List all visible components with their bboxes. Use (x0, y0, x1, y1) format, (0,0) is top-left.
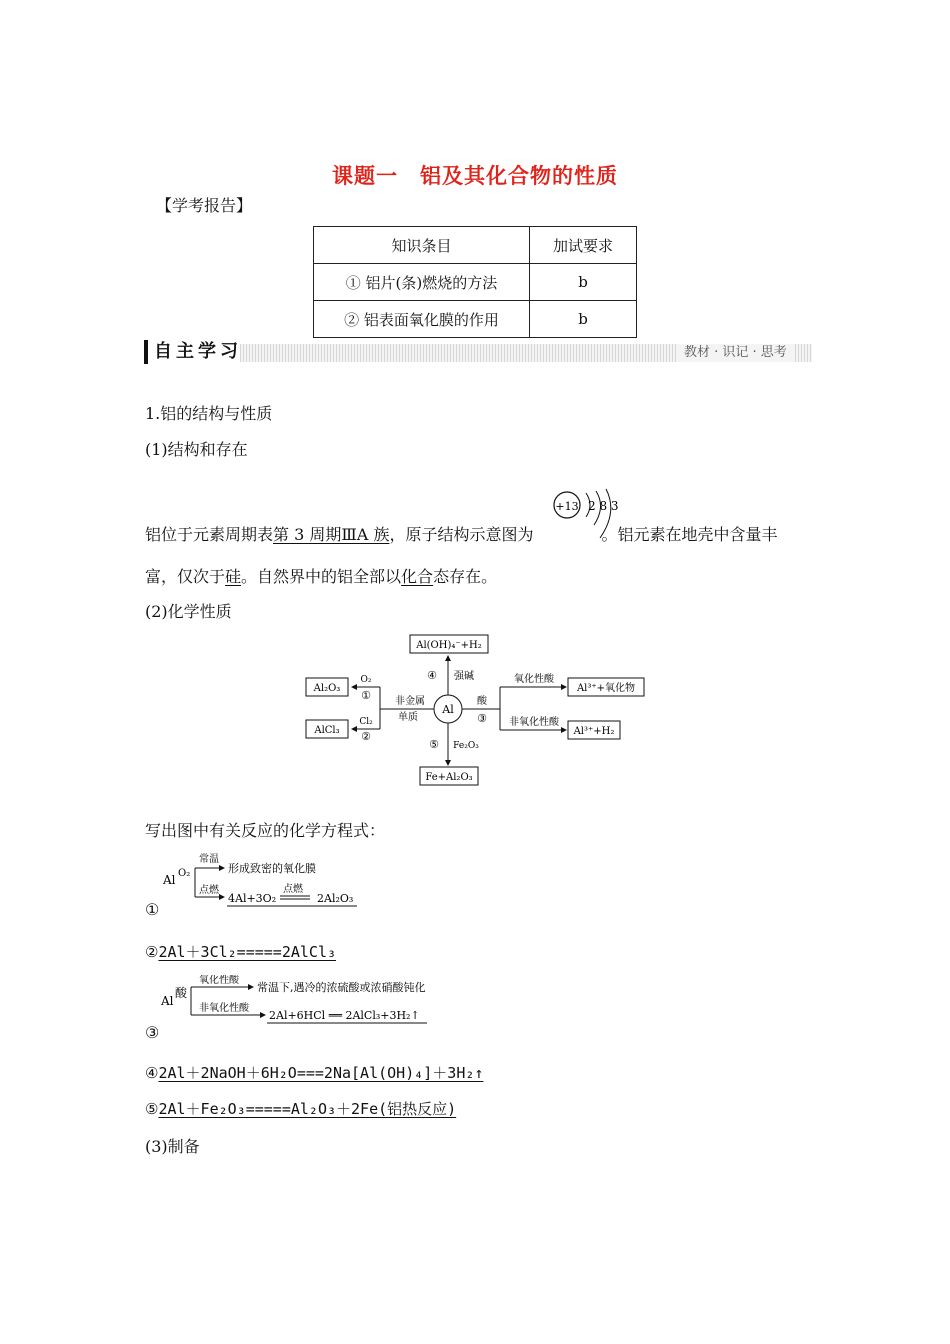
heading-structure: (1)结构和存在 (145, 440, 248, 459)
eq2-num: ② (145, 943, 159, 961)
num-3: ③ (477, 712, 487, 725)
equation-5 (145, 1098, 456, 1119)
eq3-num: ③ (145, 1023, 160, 1042)
element-label: 单质 (398, 712, 418, 723)
eq1-cond2: 点燃 (199, 885, 219, 896)
text: 富，仅次于 (145, 567, 226, 586)
page-title: 课题一 铝及其化合物的性质 (332, 164, 618, 188)
num-2: ② (361, 730, 371, 743)
eq5-num: ⑤ (145, 1100, 159, 1118)
acid-label: 酸 (477, 696, 487, 707)
aluminum-reaction-diagram (300, 630, 660, 790)
nonox-box-text: Al³⁺+H₂ (573, 726, 615, 737)
answer-silicon: 硅 (225, 567, 242, 586)
eq4-num: ④ (145, 1064, 159, 1082)
write-prompt: 写出图中有关反应的化学方程式： (145, 821, 386, 840)
paragraph-structure-2 (145, 564, 497, 587)
report-label: 【学考报告】 (156, 196, 253, 215)
text: ，原子结构示意图为 (389, 525, 534, 544)
eq1-o2: O₂ (178, 868, 191, 879)
nonmetal-label: 非金属 (395, 696, 425, 707)
eq1-al: Al (163, 873, 176, 887)
eq1-res2-left: 4Al+3O₂ (228, 892, 277, 905)
eq1-res1: 形成致密的氧化膜 (228, 862, 316, 875)
alcl3-text: AlCl₃ (314, 725, 340, 736)
table-cell: ① 铝片(条)燃烧的方法 (314, 264, 530, 301)
num-1: ① (361, 689, 371, 702)
al-center-label: Al (442, 703, 454, 716)
text: 态存在。 (433, 567, 498, 586)
eq1-num: ① (145, 900, 160, 919)
ox-box-text: Al³⁺+氧化物 (576, 683, 636, 694)
eq3-res1: 常温下,遇冷的浓硫酸或浓硝酸钝化 (257, 981, 426, 994)
table-header-cell: 加试要求 (530, 227, 637, 264)
electron-shell-counts: 2 8 3 (588, 499, 619, 513)
num-5: ⑤ (429, 738, 439, 751)
eq3-al: Al (161, 994, 174, 1008)
table-cell: b (530, 264, 637, 301)
eq4-text: 2Al＋2NaOH＋6H₂O===2Na[Al(OH)₄]＋3H₂↑ (158, 1064, 484, 1082)
table-header-row (314, 227, 637, 264)
cl2-label: Cl₂ (359, 717, 373, 727)
heading-preparation: (3)制备 (145, 1137, 200, 1156)
o2-label: O₂ (360, 675, 372, 685)
answer-combined: 化合 (401, 567, 434, 586)
text: 。铝元素在地壳中含量丰 (601, 525, 778, 544)
eq3-cond1: 氧化性酸 (199, 975, 239, 986)
num-4: ④ (427, 669, 437, 682)
table-header-cell: 知识条目 (314, 227, 530, 264)
table-row (314, 264, 637, 301)
fe-box-text: Fe+Al₂O₃ (425, 772, 473, 783)
answer-period-group: 第 3 周期ⅢA 族 (273, 525, 390, 544)
eq3-res2: 2Al+6HCl ══ 2AlCl₃+3H₂↑ (269, 1009, 420, 1022)
equation-3 (145, 975, 445, 1030)
equation-4 (145, 1062, 483, 1083)
equation-2 (145, 941, 336, 962)
ox-acid-label: 氧化性酸 (514, 674, 554, 685)
eq1-cond1: 常温 (199, 854, 219, 865)
al2o3-text: Al₂O₃ (313, 683, 341, 694)
eq1-res2-cond: 点燃 (283, 884, 303, 895)
table-row (314, 301, 637, 338)
fe2o3-label: Fe₂O₃ (453, 741, 479, 751)
nucleus-charge: +13 (555, 500, 579, 513)
text: 。自然界中的铝全部以 (241, 567, 402, 586)
eq2-text: 2Al＋3Cl₂=====2AlCl₃ (158, 943, 337, 961)
strong-base-label: 强碱 (454, 671, 474, 682)
section-title: 自主学习 (144, 340, 242, 364)
top-box-text: Al(OH)₄⁻+H₂ (416, 640, 482, 651)
paragraph-structure (145, 522, 815, 545)
section-tag: 教材 · 识记 · 思考 (678, 344, 793, 362)
eq5-text: 2Al＋Fe₂O₃=====Al₂O₃＋2Fe(铝热反应) (158, 1100, 457, 1118)
eq3-cond2: 非氧化性酸 (199, 1003, 249, 1014)
equation-1 (145, 850, 375, 920)
requirements-table (313, 226, 637, 338)
table-cell: ② 铝表面氧化膜的作用 (314, 301, 530, 338)
text: 铝位于元素周期表 (145, 525, 274, 544)
eq1-res2-right: 2Al₂O₃ (317, 892, 354, 905)
table-cell: b (530, 301, 637, 338)
eq3-acid: 酸 (175, 986, 188, 1000)
heading-chemical-properties: (2)化学性质 (145, 602, 232, 621)
nonox-acid-label: 非氧化性酸 (509, 717, 559, 728)
heading-structure-properties: 1.铝的结构与性质 (145, 404, 273, 423)
